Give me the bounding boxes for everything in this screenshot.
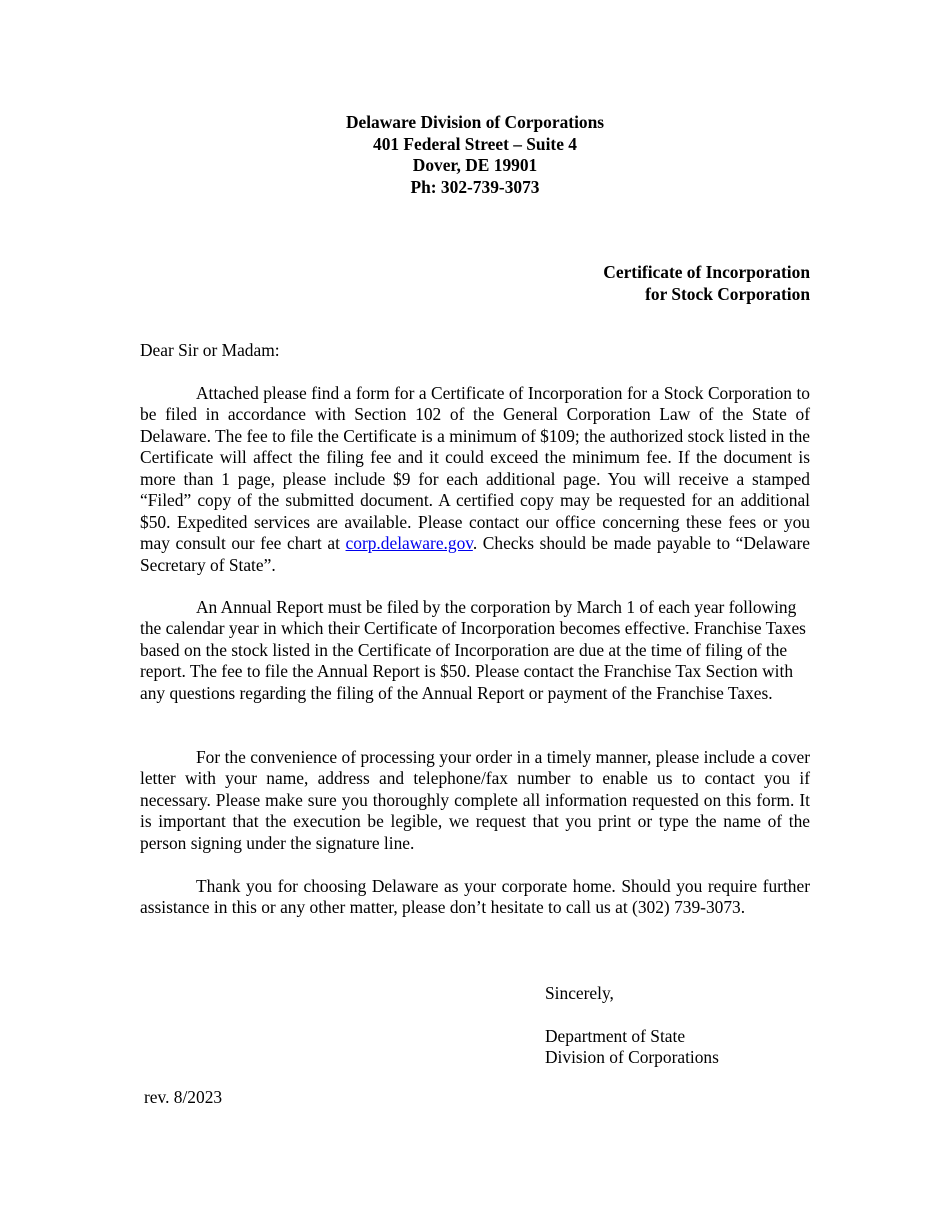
signature-dept-name: Department of State bbox=[545, 1026, 686, 1046]
paragraph-cover-letter: For the convenience of processing your order in a timely manner, please include a cover letter with your name, address and telephone/fax number to enable us to contact you if necessary. Please make sure you thoroughly complete all information requested on this form. It is important that the execution be legible, we request that you print or type the name of the person signing under the signature line. bbox=[140, 747, 810, 853]
signature-division-name: Division of Corporations bbox=[545, 1047, 719, 1067]
fee-chart-link[interactable]: corp.delaware.gov bbox=[345, 533, 473, 554]
closing-sincerely: Sincerely, bbox=[545, 983, 614, 1003]
letterhead-org-name: Delaware Division of Corporations bbox=[345, 112, 605, 132]
letterhead-city-state-zip: Dover, DE 19901 bbox=[412, 155, 538, 175]
document-title-line2: for Stock Corporation bbox=[645, 283, 810, 304]
document-title-line1: Certificate of Incorporation bbox=[603, 262, 810, 282]
paragraph-filing-instructions bbox=[140, 383, 810, 576]
letterhead-phone: Ph: 302-739-3073 bbox=[410, 176, 540, 197]
paragraph-annual-report: An Annual Report must be filed by the corporation by March 1 of each year following the calendar year in which their Certificate of Incorporation becomes effective. Franchise Taxes based on the stock listed in the Certificate of Incorporation are due at the time of filing of the report. The fee to file the Annual Report is $50. Please contact the Franchise Tax Section with any questions regarding the filing of the Annual Report or payment of the Franchise Taxes. bbox=[140, 597, 806, 703]
revision-date: rev. 8/2023 bbox=[144, 1087, 223, 1107]
signature-block bbox=[545, 1026, 719, 1068]
paragraph-text: Attached please find a form for a Certificate of Incorporation for a Stock Corporation to be filed in accordance with Section 102 of the General Corporation Law of the State of Delaware. The fee to file the Certificate is a minimum of $109; the authorized stock listed in the Certificate will affect the filing fee and it could exceed the minimum fee. If the document is more than 1 page, please include $9 for each additional page. You will receive a stamped “Filed” copy of the submitted document. A certified copy may be requested for an additional $50. Expedited services are available. Please contact our office concerning these fees or you may consult our fee chart at bbox=[140, 383, 810, 554]
letterhead bbox=[0, 112, 950, 198]
paragraph-text: . Checks should be made payable to “Delaware Secretary of State”. bbox=[140, 533, 811, 575]
document-title bbox=[603, 262, 810, 305]
salutation: Dear Sir or Madam: bbox=[140, 340, 280, 360]
paragraph-thank-you: Thank you for choosing Delaware as your corporate home. Should you require further assistance in this or any other matter, please don’t hesitate to call us at (302) 739-3073. bbox=[140, 876, 810, 918]
letterhead-street-address: 401 Federal Street – Suite 4 bbox=[373, 133, 577, 154]
